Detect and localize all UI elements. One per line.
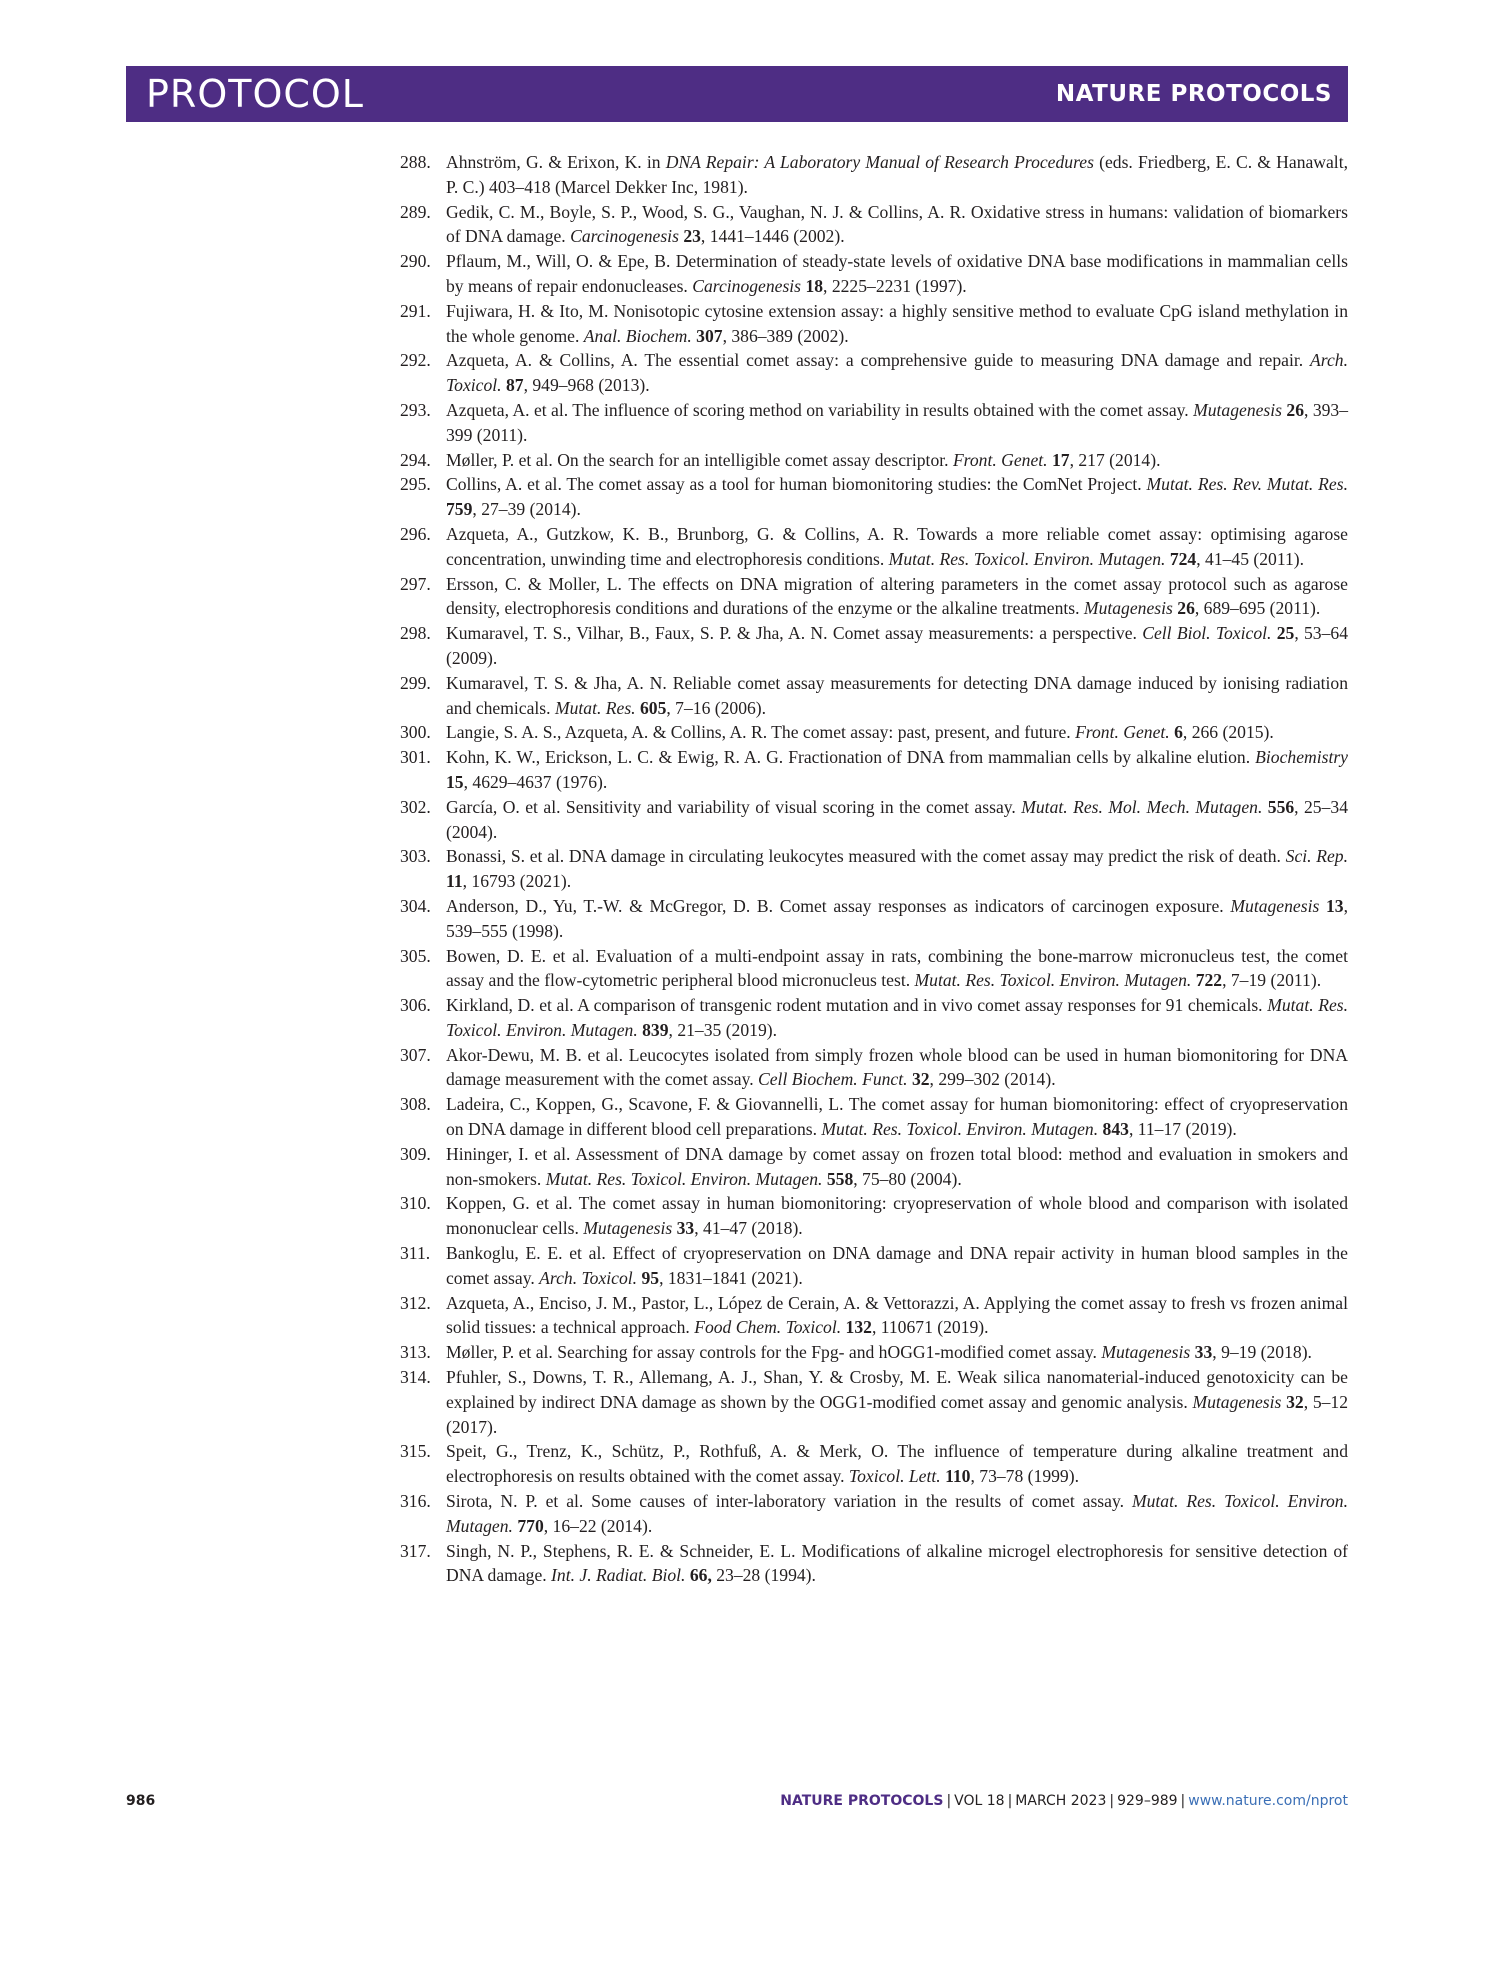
reference-text: Kirkland, D. et al. A comparison of transgenic rodent mutation and in vivo comet assay responses for 91 chemicals. (446, 995, 1268, 1016)
reference-number: 293. (400, 399, 431, 420)
reference-journal: Carcinogenesis (570, 226, 679, 247)
reference-number: 299. (400, 672, 431, 693)
reference-text: Kumaravel, T. S., Vilhar, B., Faux, S. P. & Jha, A. N. Comet assay measurements: a perspective. (446, 623, 1143, 644)
reference-volume: 556 (1267, 796, 1295, 817)
reference-item (400, 1142, 1348, 1192)
reference-item (400, 1241, 1348, 1291)
reference-number: 309. (400, 1143, 431, 1164)
reference-number: 291. (400, 300, 431, 321)
reference-pages-year: , 53–64 (2009). (446, 623, 1348, 668)
reference-text: Azqueta, A., Enciso, J. M., Pastor, L., López de Cerain, A. & Vettorazzi, A. Applying the comet assay to fresh vs frozen animal solid tissues: a technical approach. (446, 1292, 1348, 1338)
reference-number: 290. (400, 251, 431, 272)
reference-number: 296. (400, 523, 431, 544)
reference-text: Bowen, D. E. et al. Evaluation of a multi-endpoint assay in rats, combining the bone-marrow micronucleus test, the comet assay and the flow-cytometric peripheral blood micronucleus test. (446, 945, 1348, 991)
reference-text: Kumaravel, T. S. & Jha, A. N. Reliable comet assay measurements for detecting DNA damage induced by ionising radiation and chemicals. (446, 672, 1348, 718)
reference-journal: Mutat. Res. Toxicol. Environ. Mutagen. (888, 548, 1166, 569)
reference-journal: Mutat. Res. Toxicol. Environ. Mutagen. (446, 995, 1349, 1040)
reference-journal: Mutat. Res. (554, 697, 636, 718)
reference-pages-year: , 266 (2015). (1182, 722, 1274, 743)
reference-number: 316. (400, 1491, 431, 1512)
reference-number: 311. (400, 1243, 431, 1264)
reference-volume: 6 (1174, 722, 1183, 743)
reference-pages-year: , 7–16 (2006). (666, 697, 767, 718)
reference-volume: 724 (1169, 548, 1197, 569)
reference-item (400, 894, 1348, 944)
reference-number: 294. (400, 449, 431, 470)
reference-text: Koppen, G. et al. The comet assay in human biomonitoring: cryopreservation of whole blood and comparison with isolated mononuclear cells. (446, 1193, 1348, 1239)
reference-number: 289. (400, 201, 431, 222)
reference-pages-year: , 299–302 (2014). (929, 1069, 1056, 1090)
reference-pages-year: , 16–22 (2014). (543, 1515, 653, 1536)
reference-number: 297. (400, 573, 431, 594)
reference-number: 315. (400, 1441, 431, 1462)
reference-volume: 770 (517, 1515, 544, 1536)
reference-pages-year: , 5–12 (2017). (446, 1391, 1349, 1437)
reference-number: 313. (400, 1342, 431, 1363)
reference-number: 305. (400, 945, 431, 966)
reference-volume: 95 (641, 1267, 660, 1288)
reference-pages-year: , 386–389 (2002). (722, 325, 849, 346)
reference-journal: Mutat. Res. Toxicol. Environ. Mutagen. (545, 1168, 823, 1189)
reference-number: 292. (400, 350, 431, 371)
reference-pages-year: , 75–80 (2004). (853, 1168, 962, 1189)
reference-volume: 87 (505, 375, 524, 396)
reference-volume: 26 (1286, 399, 1305, 420)
section-label: PROTOCOL (146, 72, 364, 116)
reference-volume: 843 (1102, 1119, 1129, 1140)
reference-journal: Mutagenesis (1192, 1391, 1282, 1412)
reference-pages-year: , 1831–1841 (2021). (659, 1267, 803, 1288)
reference-pages-year: , 110671 (2019). (871, 1317, 989, 1338)
reference-item (400, 745, 1348, 795)
footer-pages: 929–989 (1117, 1793, 1178, 1809)
reference-pages-year: , 21–35 (2019). (668, 1019, 777, 1040)
reference-text: Fujiwara, H. & Ito, M. Nonisotopic cytosine extension assay: a highly sensitive method to evaluate CpG island methylation in the whole genome. (446, 300, 1348, 346)
footer-volume: VOL 18 (954, 1793, 1005, 1809)
reference-item (400, 621, 1348, 671)
reference-journal: Mutat. Res. Toxicol. Environ. Mutagen. (446, 1491, 1348, 1536)
reference-volume: 722 (1195, 970, 1223, 991)
reference-journal: Arch. Toxicol. (539, 1267, 638, 1288)
reference-number: 317. (400, 1540, 431, 1561)
reference-volume: 26 (1177, 598, 1195, 619)
reference-volume: 558 (826, 1168, 854, 1189)
reference-pages-year: , 41–47 (2018). (694, 1218, 803, 1239)
reference-item (400, 1439, 1348, 1489)
reference-volume: 32 (1286, 1391, 1304, 1412)
reference-pages-year: , 689–695 (2011). (1194, 598, 1321, 619)
reference-item (400, 993, 1348, 1043)
reference-volume: 33 (676, 1218, 695, 1239)
reference-item (400, 1365, 1348, 1439)
reference-text: Anderson, D., Yu, T.-W. & McGregor, D. B. Comet assay responses as indicators of carcinogen exposure. (446, 895, 1231, 916)
reference-pages-year: , 539–555 (1998). (446, 895, 1348, 941)
reference-volume: 110 (945, 1466, 971, 1487)
reference-item (400, 1539, 1348, 1589)
reference-text: Gedik, C. M., Boyle, S. P., Wood, S. G., Vaughan, N. J. & Collins, A. R. Oxidative stress in humans: validation of biomarkers of DNA damage. (446, 201, 1348, 247)
reference-journal: Mutagenesis (583, 1218, 673, 1239)
reference-text: Pflaum, M., Will, O. & Epe, B. Determination of steady-state levels of oxidative DNA base modifications in mammalian cells by means of repair endonucleases. (446, 251, 1348, 296)
reference-item (400, 1489, 1348, 1539)
reference-text: Møller, P. et al. On the search for an intelligible comet assay descriptor. (446, 449, 953, 470)
reference-text: Singh, N. P., Stephens, R. E. & Schneider, E. L. Modifications of alkaline microgel electrophoresis for sensitive detection of DNA damage. (446, 1540, 1348, 1586)
reference-number: 307. (400, 1044, 431, 1065)
reference-text: Azqueta, A., Gutzkow, K. B., Brunborg, G. & Collins, A. R. Towards a more reliable comet assay: optimising agarose concentration, unwinding time and electrophoresis conditions. (446, 523, 1348, 569)
reference-number: 301. (400, 747, 431, 768)
reference-text: Pfuhler, S., Downs, T. R., Allemang, A. J., Shan, Y. & Crosby, M. E. Weak silica nanomaterial-induced genotoxicity can be explained by indirect DNA damage as shown by the OGG1-modified comet assay and genomic analysis. (446, 1367, 1348, 1412)
reference-number: 298. (400, 623, 431, 644)
reference-pages-year: , 217 (2014). (1069, 449, 1161, 470)
reference-number: 295. (400, 474, 431, 495)
reference-text: Bankoglu, E. E. et al. Effect of cryopreservation on DNA damage and DNA repair activity in human blood samples in the comet assay. (446, 1243, 1348, 1288)
reference-item (400, 1191, 1348, 1241)
reference-number: 302. (400, 796, 431, 817)
reference-item (400, 448, 1348, 473)
reference-pages-year: , 25–34 (2004). (446, 796, 1348, 842)
reference-pages-year: (eds. Friedberg, E. C. & Hanawalt, P. C.) 403–418 (Marcel Dekker Inc, 1981). (446, 152, 1348, 197)
reference-journal: Mutat. Res. Rev. Mutat. Res. (1146, 474, 1348, 495)
reference-number: 300. (400, 722, 431, 743)
reference-pages-year: , 1441–1446 (2002). (700, 226, 845, 247)
reference-list (400, 150, 1348, 1588)
reference-pages-year: , 7–19 (2011). (1222, 970, 1322, 991)
page-footer (126, 1793, 1348, 1817)
footer-journal: NATURE PROTOCOLS (780, 1793, 944, 1809)
reference-item (400, 299, 1348, 349)
reference-text: Akor-Dewu, M. B. et al. Leucocytes isolated from simply frozen whole blood can be used in human biomonitoring for DNA damage measurement with the comet assay. (446, 1044, 1348, 1090)
reference-text: Bonassi, S. et al. DNA damage in circulating leukocytes measured with the comet assay may predict the risk of death. (446, 846, 1286, 867)
reference-volume: 33 (1194, 1342, 1213, 1363)
reference-volume: 11 (446, 871, 463, 892)
reference-volume: 132 (845, 1317, 872, 1338)
reference-volume: 23 (683, 226, 701, 247)
reference-pages-year: , 4629–4637 (1976). (463, 771, 608, 792)
reference-journal: Biochemistry (1255, 747, 1348, 768)
reference-journal: Mutagenesis (1193, 399, 1283, 420)
reference-pages-year: , 16793 (2021). (462, 871, 572, 892)
reference-pages-year: , 393–399 (2011). (446, 399, 1349, 445)
reference-item (400, 472, 1348, 522)
reference-journal: Cell Biol. Toxicol. (1142, 623, 1272, 644)
reference-pages-year: , 41–45 (2011). (1196, 548, 1305, 569)
reference-text: Hininger, I. et al. Assessment of DNA damage by comet assay on frozen total blood: method and evaluation in smokers and non-smokers. (446, 1143, 1348, 1189)
reference-text: Ladeira, C., Koppen, G., Scavone, F. & Giovannelli, L. The comet assay for human biomonitoring: effect of cryopreservation on DNA damage in different blood cell preparations. (446, 1094, 1348, 1140)
reference-journal: Anal. Biochem. (583, 325, 692, 346)
reference-journal: DNA Repair: A Laboratory Manual of Research Procedures (665, 152, 1094, 172)
reference-number: 312. (400, 1292, 431, 1313)
reference-pages-year: , 9–19 (2018). (1212, 1342, 1312, 1363)
reference-item (400, 720, 1348, 745)
reference-volume: 605 (639, 697, 667, 718)
reference-item (400, 795, 1348, 845)
reference-pages-year: , 11–17 (2019). (1128, 1119, 1237, 1140)
reference-item (400, 398, 1348, 448)
reference-journal: Toxicol. Lett. (848, 1466, 941, 1487)
reference-volume: 17 (1051, 449, 1070, 470)
reference-text: Azqueta, A. & Collins, A. The essential comet assay: a comprehensive guide to measuring DNA damage and repair. (446, 350, 1311, 371)
reference-volume: 13 (1326, 895, 1344, 916)
reference-text: Collins, A. et al. The comet assay as a tool for human biomonitoring studies: the ComNet Project. (446, 474, 1147, 495)
reference-number: 288. (400, 152, 431, 172)
reference-number: 306. (400, 995, 431, 1016)
header-bar (126, 66, 1348, 122)
reference-journal: Front. Genet. (1075, 722, 1170, 743)
reference-journal: Mutat. Res. Toxicol. Environ. Mutagen. (914, 970, 1192, 991)
reference-volume: 66, (689, 1565, 712, 1586)
reference-journal: Cell Biochem. Funct. (758, 1069, 908, 1090)
reference-volume: 15 (446, 771, 464, 792)
page-number: 986 (126, 1793, 156, 1809)
reference-item (400, 844, 1348, 894)
reference-journal: Mutagenesis (1101, 1342, 1191, 1363)
reference-item (400, 150, 1348, 200)
reference-text: Speit, G., Trenz, K., Schütz, P., Rothfuß, A. & Merk, O. The influence of temperature during alkaline treatment and electrophoresis on results obtained with the comet assay. (446, 1441, 1348, 1487)
reference-item (400, 249, 1348, 299)
reference-item (400, 1291, 1348, 1341)
reference-journal: Food Chem. Toxicol. (694, 1317, 842, 1338)
footer-issue-date: MARCH 2023 (1015, 1793, 1107, 1809)
reference-pages-year: , 949–968 (2013). (523, 375, 650, 396)
reference-journal: Mutagenesis (1230, 895, 1320, 916)
reference-journal: Mutat. Res. Toxicol. Environ. Mutagen. (821, 1119, 1099, 1140)
reference-text: Sirota, N. P. et al. Some causes of inter-laboratory variation in the results of comet assay. (446, 1491, 1132, 1512)
reference-number: 303. (400, 846, 431, 867)
reference-number: 314. (400, 1367, 431, 1388)
reference-item (400, 522, 1348, 572)
reference-text: Ersson, C. & Moller, L. The effects on DNA migration of altering parameters in the comet assay protocol such as agarose density, electrophoresis conditions and durations of the enzyme or the alkaline treatments. (446, 573, 1348, 619)
reference-journal: Sci. Rep. (1285, 846, 1348, 867)
reference-text: Kohn, K. W., Erickson, L. C. & Ewig, R. A. G. Fractionation of DNA from mammalian cells by alkaline elution. (446, 747, 1256, 768)
reference-number: 304. (400, 895, 431, 916)
reference-number: 308. (400, 1094, 431, 1115)
reference-volume: 759 (446, 499, 473, 520)
journal-name: NATURE PROTOCOLS (1055, 81, 1332, 107)
reference-item (400, 1340, 1348, 1365)
reference-journal: Carcinogenesis (692, 275, 802, 296)
reference-item (400, 200, 1348, 250)
reference-item (400, 671, 1348, 721)
reference-pages-year: , 27–39 (2014). (472, 499, 581, 520)
reference-number: 310. (400, 1193, 431, 1214)
reference-text: García, O. et al. Sensitivity and variability of visual scoring in the comet assay. (446, 796, 1022, 817)
reference-volume: 25 (1276, 623, 1295, 644)
reference-volume: 18 (805, 275, 824, 296)
reference-text: Ahnström, G. & Erixon, K. in (446, 152, 666, 172)
reference-journal: Mutat. Res. Mol. Mech. Mutagen. (1021, 796, 1263, 817)
reference-item (400, 1092, 1348, 1142)
reference-item (400, 572, 1348, 622)
reference-text: Langie, S. A. S., Azqueta, A. & Collins, A. R. The comet assay: past, present, and future. (446, 722, 1076, 743)
reference-volume: 839 (642, 1019, 669, 1040)
reference-volume: 307 (696, 325, 723, 346)
reference-journal: Mutagenesis (1083, 598, 1173, 619)
reference-journal: Front. Genet. (952, 449, 1048, 470)
footer-citation: NATURE PROTOCOLS | VOL 18 | MARCH 2023 | 929–989 | www.nature.com/nprot (780, 1793, 1348, 1809)
reference-pages-year: , 73–78 (1999). (970, 1466, 1079, 1487)
reference-pages-year: 23–28 (1994). (711, 1565, 816, 1586)
reference-journal: Arch. Toxicol. (446, 350, 1348, 396)
reference-text: Azqueta, A. et al. The influence of scoring method on variability in results obtained with the comet assay. (446, 399, 1194, 420)
reference-journal: Int. J. Radiat. Biol. (551, 1565, 686, 1586)
reference-item (400, 944, 1348, 994)
reference-text: Møller, P. et al. Searching for assay controls for the Fpg- and hOGG1-modified comet assay. (446, 1342, 1102, 1363)
reference-item (400, 348, 1348, 398)
reference-volume: 32 (911, 1069, 930, 1090)
reference-item (400, 1043, 1348, 1093)
reference-pages-year: , 2225–2231 (1997). (823, 275, 967, 296)
journal-url-link[interactable]: www.nature.com/nprot (1188, 1793, 1348, 1809)
